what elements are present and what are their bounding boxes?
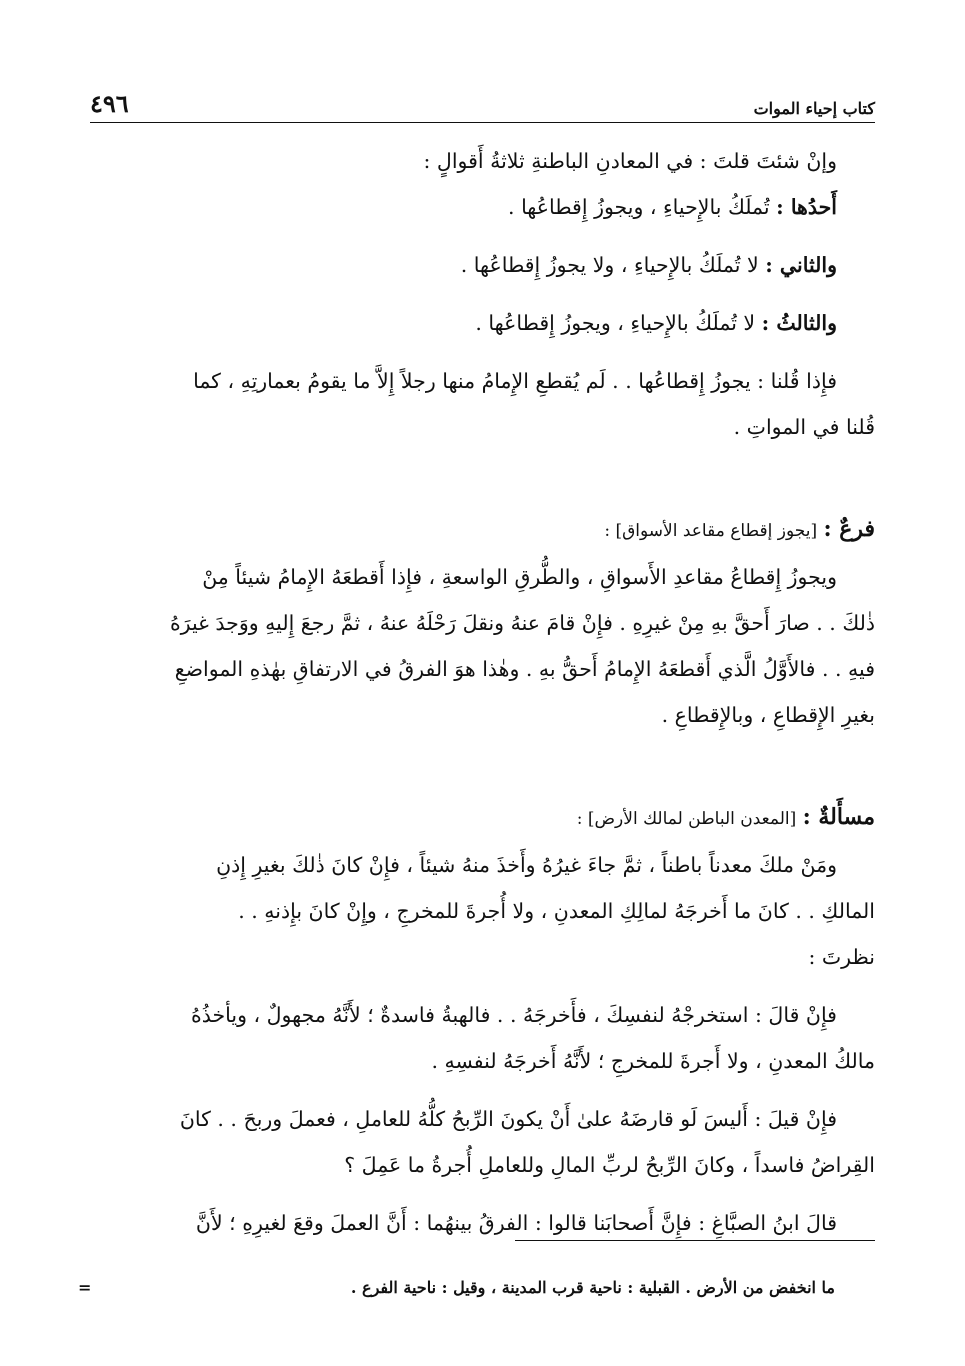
- section-heading-masala: [90, 794, 875, 842]
- opinion-label: أَحدُها :: [776, 195, 837, 219]
- heading-title: [المعدن الباطن لمالك الأرض] :: [576, 809, 797, 829]
- paragraph-line: المالكِ . . كانَ ما أَخرجَهُ لمالِكِ المعدنِ ، ولا أُجرةَ للمخرجِ ، وإِنْ كانَ بإِذنهِ . .: [238, 899, 875, 923]
- opinion-text: لا تُملَكُ بالإِحياءِ ، ولا يجوزُ إِقطاعُها .: [460, 253, 759, 277]
- heading-title: [يجوز إقطاع مقاعد الأسواق] :: [604, 521, 818, 541]
- book-page: [78, 0, 875, 1366]
- paragraph-line: ومَنْ ملكَ معدناً باطناً ، ثمَّ جاءَ غيرُهُ وأَخذَ منهُ شيئاً ، فإِنْ كانَ ذٰلكَ بغيرِ إِذنِ: [216, 853, 837, 877]
- paragraph-line: ويجوزُ إِقطاعُ مقاعدِ الأَسواقِ ، والطُّرقِ الواسعةِ ، فإِذا أَقطعَهُ الإِمامُ شيئاً مِنْ: [202, 565, 837, 589]
- opinion-text: تُملَكُ بالإِحياءِ ، ويجوزُ إِقطاعُها .: [508, 195, 770, 219]
- footnote-marker: =: [78, 1278, 92, 1297]
- opinion-3: [90, 300, 875, 346]
- heading-label: فرعٌ :: [823, 516, 875, 542]
- header-rule: [90, 122, 875, 123]
- paragraph-line: بغيرِ الإِقطاعِ ، وبالإِقطاعِ .: [661, 703, 875, 727]
- page-body: [90, 138, 875, 1246]
- paragraph-line: ذٰلكَ . . صارَ أَحقَّ بهِ مِنْ غيرِهِ . فإِنْ قامَ عنهُ ونقلَ رَحْلَهُ عنهُ ، ثمَّ رجعَ إِليهِ ووَجدَ غيرَهُ: [169, 611, 875, 635]
- page-number: ٤٩٦: [90, 89, 129, 118]
- opinion-2: [90, 242, 875, 288]
- intro-line: وإنْ شئتَ قلتَ : في المعادنِ الباطنةِ ثلاثةُ أَقوالٍ :: [423, 149, 837, 173]
- opinion-label: والثالثُ :: [761, 311, 837, 335]
- opinion-1: [90, 184, 875, 230]
- opinion-label: والثاني :: [765, 253, 837, 277]
- section-heading-far: [90, 506, 875, 554]
- paragraph-line: فإِذا قُلنا : يجوزُ إِقطاعُها . . لَم يُقطعِ الإِمامُ منها رجلاً إِلاَّ ما يقومُ بعمارتِهِ ، كما: [193, 369, 837, 393]
- paragraph-line: قالَ ابنُ الصبَّاغِ : فإِنَّ أَصحابَنا قالوا : الفرقُ بينهُما : أَنَّ العملَ وقعَ لغيرِهِ ؛ لأَنَّ: [195, 1211, 837, 1235]
- footnote-rule: [515, 1240, 875, 1241]
- paragraph-line: فإِنْ قالَ : استخرجْهُ لنفسِكَ ، فأَخرجَهُ . . فالهبةُ فاسدةٌ ؛ لأَنَّهُ مجهولٌ ، ويأخذُهُ: [190, 1003, 837, 1027]
- paragraph-line: فيهِ . . فالأَوَّلُ الَّذي أَقطعَهُ الإِمامُ أَحقُّ بهِ . وهٰذا هوَ الفرقُ في الارتفاقِ بهٰذهِ المواضعِ: [174, 657, 875, 681]
- paragraph-line: فإِنْ قيلَ : أَليسَ لَو قارضَهُ علىٰ أَنْ يكونَ الرِّبحُ كلُّهُ للعاملِ ، فعملَ وربحَ . . كانَ: [179, 1107, 837, 1131]
- running-title: كتاب إحياء الموات: [753, 99, 875, 118]
- footnote-text: ما انخفض من الأرض . القبلية : ناحية قرب المدينة ، وقيل : ناحية الفرع .: [350, 1278, 835, 1297]
- opinion-text: لا تُملَكُ بالإِحياءِ ، ويجوزُ إِقطاعُها .: [475, 311, 756, 335]
- paragraph-line: قُلنا في المواتِ .: [733, 415, 875, 439]
- heading-label: مسأَلةٌ :: [802, 804, 875, 830]
- footnote: [78, 1278, 875, 1297]
- paragraph-line: مالكُ المعدنِ ، ولا أَجرةَ للمخرجِ ؛ لأَنَّهُ أَخرجَهُ لنفسِهِ .: [431, 1049, 875, 1073]
- paragraph-line: نظرتَ :: [808, 945, 875, 969]
- page-header: [90, 88, 875, 118]
- paragraph-line: القِراضُ فاسداً ، وكانَ الرِّبحُ لربِّ المالِ وللعاملِ أُجرةُ ما عَمِلَ ؟: [344, 1153, 875, 1177]
